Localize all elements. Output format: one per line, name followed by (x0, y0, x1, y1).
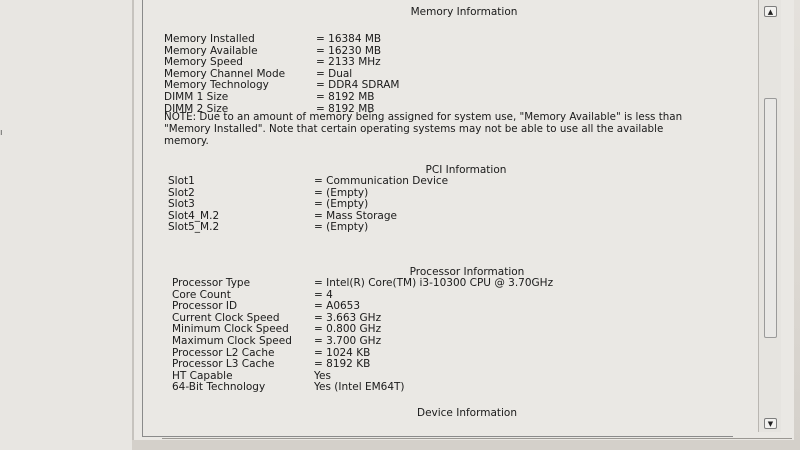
row-key: Slot2 (168, 186, 195, 199)
row-value: = 8192 MB (316, 102, 375, 115)
memory-section-title: Memory Information (410, 6, 518, 18)
system-information-panel (132, 0, 794, 440)
row-value: = 1024 KB (314, 346, 371, 359)
pci-rows (168, 176, 448, 234)
row-value: = 16230 MB (316, 44, 382, 57)
processor-row (172, 359, 553, 371)
scroll-up-button[interactable] (764, 6, 777, 17)
row-key: Slot1 (168, 175, 195, 187)
row-value: Yes (Intel EM64T) (314, 381, 405, 394)
row-key: HT Capable (172, 369, 233, 382)
row-key: Slot4_M.2 (168, 209, 220, 222)
memory-row (164, 34, 399, 46)
scroll-thumb[interactable] (764, 98, 777, 338)
processor-row (172, 278, 553, 290)
processor-row (172, 382, 553, 394)
system-information-content (162, 0, 762, 434)
row-value: = Communication Device (314, 175, 449, 187)
row-value: = (Empty) (314, 198, 369, 211)
row-value: = 8192 KB (314, 358, 371, 371)
row-value: = 3.700 GHz (314, 334, 382, 347)
row-value: = 0.800 GHz (314, 323, 382, 336)
row-key: Processor L3 Cache (172, 358, 275, 371)
chevron-down-icon: ▼ (767, 420, 774, 428)
row-key: Maximum Clock Speed (172, 334, 292, 347)
row-key: Core Count (172, 288, 231, 301)
row-value: = 4 (314, 288, 333, 301)
row-value: = (Empty) (314, 186, 369, 199)
chevron-up-icon: ▲ (767, 8, 774, 16)
processor-section-title: Processor Information (409, 266, 525, 278)
row-value: = 16384 MB (316, 33, 382, 45)
row-key: Slot5_M.2 (168, 221, 220, 234)
row-key: Processor L2 Cache (172, 346, 275, 359)
row-key: DIMM 1 Size (164, 90, 229, 103)
row-key: Processor Type (172, 277, 251, 289)
row-value: Yes (314, 369, 331, 382)
row-value: = DDR4 SDRAM (316, 79, 400, 92)
row-key: Memory Speed (164, 56, 243, 69)
device-section-title: Device Information (416, 407, 518, 419)
row-key: Slot3 (168, 198, 195, 211)
row-key: Current Clock Speed (172, 311, 280, 324)
left-panel-mark: ı (0, 128, 3, 138)
row-key: Memory Technology (164, 79, 269, 92)
row-value: = Dual (316, 67, 353, 80)
row-key: Minimum Clock Speed (172, 323, 289, 336)
row-key: Processor ID (172, 300, 238, 313)
bottom-border (162, 438, 792, 439)
row-key: Memory Channel Mode (164, 67, 286, 80)
pci-row (168, 188, 448, 200)
vertical-scrollbar[interactable] (758, 0, 781, 432)
row-value: = 8192 MB (316, 90, 375, 103)
row-value: = A0653 (314, 300, 361, 313)
memory-row (164, 92, 399, 104)
row-key: Memory Available (164, 44, 258, 57)
processor-row (172, 336, 553, 348)
row-value: = 2133 MHz (316, 56, 381, 69)
processor-rows (172, 278, 553, 394)
pci-section-title: PCI Information (425, 164, 507, 176)
memory-note: NOTE: Due to an amount of memory being assigned for system use, "Memory Available" is less than "Memory Installed". Note that certain operating systems may not be able to use all the available memory. (164, 111, 683, 148)
row-key: Memory Installed (164, 33, 255, 45)
row-value: = (Empty) (314, 221, 369, 234)
pci-row (168, 176, 448, 188)
row-value: = Mass Storage (314, 209, 397, 222)
device-section (172, 407, 762, 419)
scroll-down-button[interactable] (764, 418, 777, 429)
row-value: = Intel(R) Core(TM) i3-10300 CPU @ 3.70GHz (314, 277, 554, 289)
left-panel (0, 0, 132, 450)
row-value: = 3.663 GHz (314, 311, 382, 324)
row-key: 64-Bit Technology (172, 381, 266, 394)
row-key: DIMM 2 Size (164, 102, 229, 115)
pci-row (168, 222, 448, 234)
memory-rows (164, 34, 399, 115)
